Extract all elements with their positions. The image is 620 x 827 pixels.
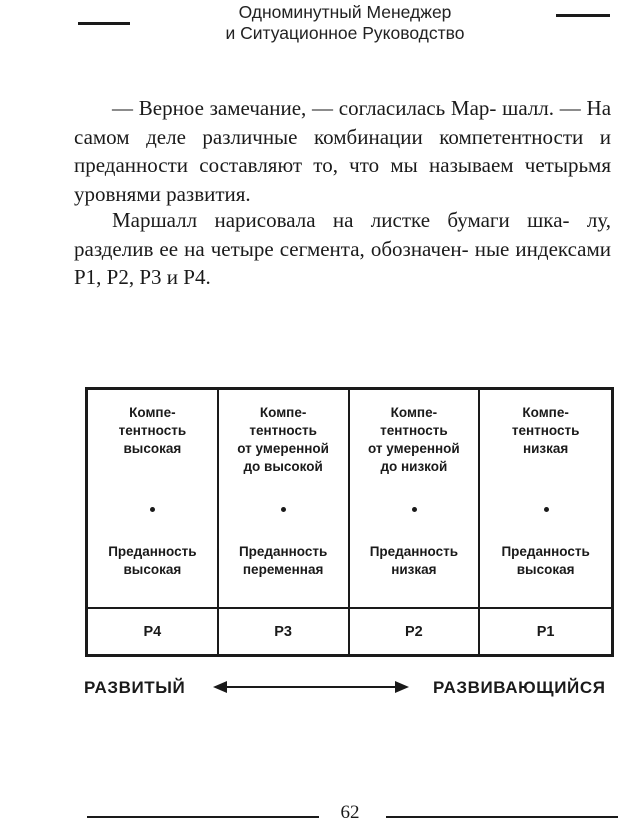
paragraph-1-line-2: шалл. — На самом деле различные комбинации [74, 96, 612, 149]
header-rule-right [556, 14, 610, 17]
paragraph-1-line-1: — Верное замечание, — согласилась Мар- [112, 96, 497, 120]
scale-label-developing: РАЗВИВАЮЩИЙСЯ [433, 678, 606, 697]
scale-label-developed: РАЗВИТЫЙ [84, 678, 186, 697]
competence-label: Компе- тентность от умеренной до высокой [237, 405, 329, 474]
bullet-dot [281, 507, 286, 512]
level-label-p3: Р3 [219, 609, 350, 654]
header-title-line-1: Одноминутный Менеджер [238, 2, 452, 22]
paragraph-2-line-2: лу, разделив ее на четыре сегмента, обозначен- [74, 208, 612, 261]
competence-label: Компе- тентность высокая [118, 405, 187, 456]
header-title-line-2: и Ситуационное Руководство [225, 23, 465, 43]
matrix-cell-p2 [350, 390, 481, 609]
bullet-dot [412, 507, 417, 512]
paragraph-1 [74, 94, 611, 208]
matrix-cell-p3 [219, 390, 350, 609]
competence-label: Компе- тентность низкая [511, 405, 580, 456]
commitment-label: Преданность переменная [238, 544, 328, 577]
running-header [150, 2, 540, 44]
paragraph-2-line-1: Маршалл нарисовала на листке бумаги шка- [112, 208, 570, 232]
commitment-label: Преданность низкая [369, 544, 459, 577]
paragraph-1-line-3: компетентности и преданности составляют то, что [74, 124, 612, 177]
competence-label: Компе- тентность от умеренной до низкой [368, 405, 460, 474]
development-level-matrix [85, 387, 614, 657]
commitment-label: Преданность высокая [108, 544, 197, 577]
level-label-p4: Р4 [88, 609, 219, 654]
double-arrow-icon [213, 677, 409, 697]
level-label-p2: Р2 [350, 609, 481, 654]
commitment-label: Преданность высокая [501, 544, 590, 577]
header-rule-left [78, 22, 130, 25]
matrix-cell-p4 [88, 390, 219, 609]
bullet-dot [150, 507, 155, 512]
paragraph-2 [74, 206, 611, 292]
level-label-p1: Р1 [536, 623, 555, 640]
paragraph-1-line-4: мы называем четырьмя уровнями развития. [74, 153, 611, 206]
bullet-dot [544, 507, 549, 512]
footer-rule-right [386, 816, 618, 818]
footer-rule-left [87, 816, 319, 818]
paragraph-2-line-3: ные индексами Р1, Р2, Р3 и Р4. [74, 236, 611, 289]
page-number: 62 [340, 802, 360, 823]
matrix-cell-p1 [480, 390, 611, 609]
